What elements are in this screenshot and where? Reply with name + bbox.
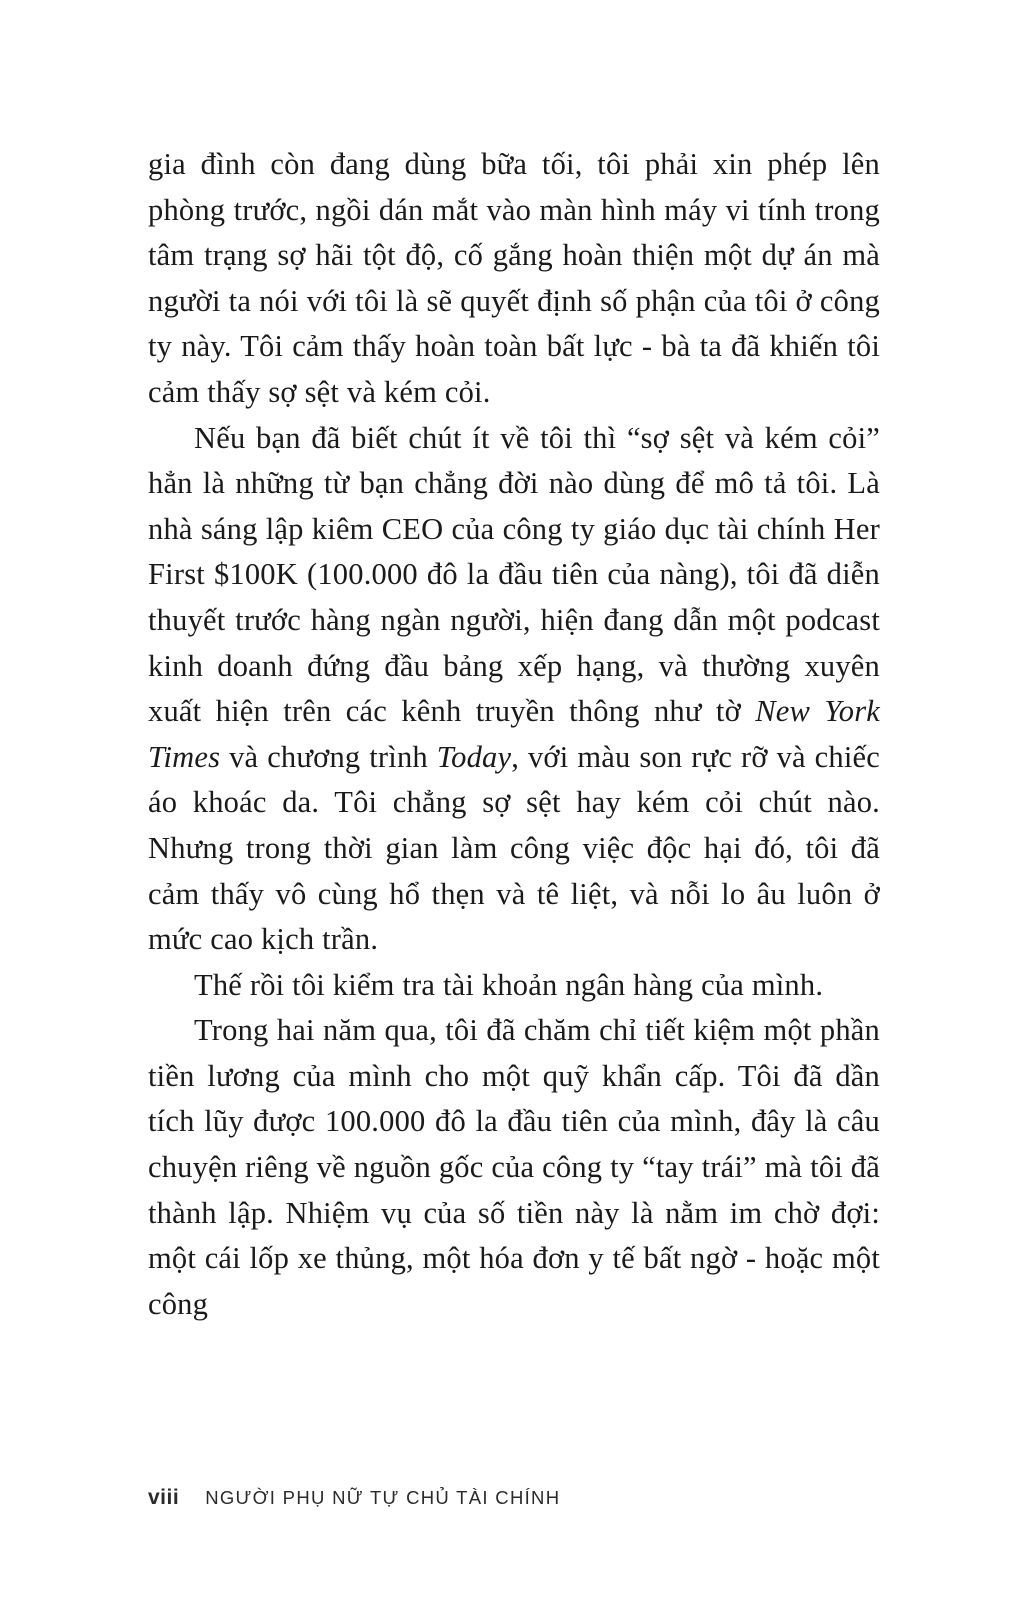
publication-title-nyt: New York Times <box>148 694 880 774</box>
paragraph-2-text-b: và chương trình <box>220 739 437 774</box>
paragraph-3-text: Thế rồi tôi kiểm tra tài khoản ngân hàng của mình. <box>194 967 824 1002</box>
running-head-book-title: NGƯỜI PHỤ NỮ TỰ CHỦ TÀI CHÍNH <box>205 1487 561 1508</box>
body-text <box>148 142 880 1327</box>
program-title-today: Today <box>436 739 512 774</box>
page-footer <box>148 1486 560 1510</box>
paragraph-1-text: gia đình còn đang dùng bữa tối, tôi phải xin phép lên phòng trước, ngồi dán mắt vào màn hình máy vi tính trong tâm trạng sợ hãi tột độ, cố gắng hoàn thiện một dự án mà người ta nói với tôi là sẽ quyết định số phận của tôi ở công ty này. Tôi cảm thấy hoàn toàn bất lực - bà ta đã khiến tôi cảm thấy sợ sệt và kém cỏi. <box>148 147 880 409</box>
paragraph-3 <box>148 963 880 1009</box>
paragraph-4 <box>148 1008 880 1327</box>
paragraph-1 <box>148 142 880 416</box>
paragraph-2-text-c: , với màu son rực rỡ và chiếc áo khoác da. Tôi chẳng sợ sệt hay kém cỏi chút nào. Nhưng trong thời gian làm công việc độc hại đó, tôi đã cảm thấy vô cùng hổ thẹn và tê liệt, và nỗi lo âu luôn ở mức cao kịch trần. <box>148 739 880 957</box>
page-number: viii <box>148 1486 180 1509</box>
paragraph-2-text-a: Nếu bạn đã biết chút ít về tôi thì “sợ sệt và kém cỏi” hẳn là những từ bạn chẳng đời nào dùng để mô tả tôi. Là nhà sáng lập kiêm CEO của công ty giáo dục tài chính Her First $100K (100.000 đô la đầu tiên của nàng), tôi đã diễn thuyết trước hàng ngàn người, hiện đang dẫn một podcast kinh doanh đứng đầu bảng xếp hạng, và thường xuyên xuất hiện trên các kênh truyền thông như tờ <box>148 420 880 729</box>
paragraph-2 <box>148 416 880 963</box>
paragraph-4-text: Trong hai năm qua, tôi đã chăm chỉ tiết kiệm một phần tiền lương của mình cho một quỹ khẩn cấp. Tôi đã dần tích lũy được 100.000 đô la đầu tiên của mình, đây là câu chuyện riêng về nguồn gốc của công ty “tay trái” mà tôi đã thành lập. Nhiệm vụ của số tiền này là nằm im chờ đợi: một cái lốp xe thủng, một hóa đơn y tế bất ngờ - hoặc một công <box>148 1013 880 1321</box>
